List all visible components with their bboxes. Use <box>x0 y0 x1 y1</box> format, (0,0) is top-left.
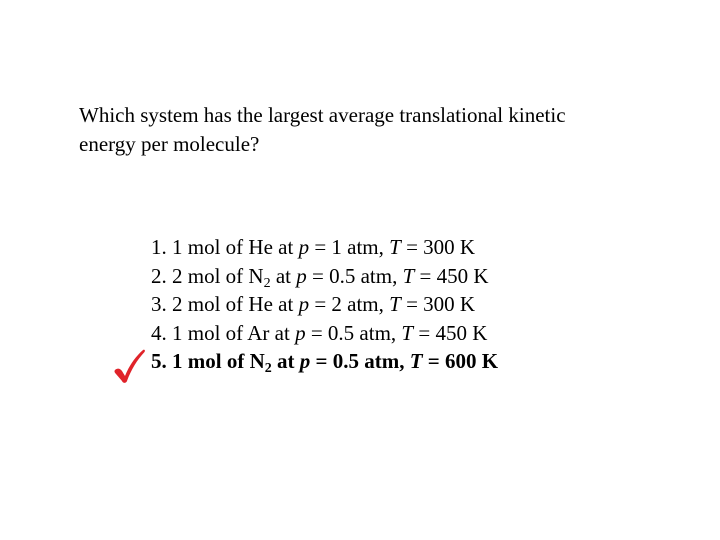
temperature-symbol: T <box>389 292 401 316</box>
option-number: 4. <box>151 320 167 345</box>
option-number: 3. <box>151 292 167 316</box>
subscript: 2 <box>264 361 272 376</box>
temperature-symbol: T <box>389 235 401 259</box>
answer-options-list <box>151 233 498 376</box>
checkmark-icon <box>112 348 146 384</box>
option-number: 2. <box>151 263 167 288</box>
option-1 <box>151 233 498 262</box>
pressure-symbol: p <box>298 292 310 316</box>
question-line-2: energy per molecule? <box>79 132 260 156</box>
option-5-correct <box>151 347 498 376</box>
pressure-value: = 2 atm, <box>309 292 390 316</box>
temperature-value: = 300 K <box>400 292 476 316</box>
pressure-symbol: p <box>298 235 310 259</box>
temperature-symbol: T <box>409 349 423 373</box>
temperature-value: = 450 K <box>413 320 488 345</box>
option-substance: 1 mol of N <box>172 349 265 373</box>
pressure-value: = 0.5 atm, <box>305 320 402 345</box>
pressure-symbol: p <box>299 349 311 373</box>
subscript: 2 <box>263 275 271 291</box>
question-text <box>79 101 679 159</box>
pressure-value: = 1 atm, <box>309 235 390 259</box>
option-substance-rest: at <box>271 349 295 373</box>
pressure-value: = 0.5 atm, <box>306 263 403 288</box>
option-number: 1. <box>151 235 167 259</box>
temperature-value: = 300 K <box>400 235 476 259</box>
temperature-value: = 600 K <box>422 349 499 373</box>
option-number: 5. <box>151 349 167 373</box>
checkmark-stroke <box>114 350 144 383</box>
pressure-value: = 0.5 atm, <box>310 349 410 373</box>
option-3 <box>151 290 498 319</box>
option-4 <box>151 319 498 348</box>
option-substance: 2 mol of He at <box>172 292 294 316</box>
temperature-value: = 450 K <box>414 263 489 288</box>
option-2 <box>151 262 498 291</box>
pressure-symbol: p <box>296 263 307 288</box>
option-substance: 1 mol of Ar at <box>172 320 290 345</box>
option-substance-rest: at <box>270 263 291 288</box>
pressure-symbol: p <box>295 320 306 345</box>
option-substance: 1 mol of He at <box>172 235 294 259</box>
temperature-symbol: T <box>402 263 415 288</box>
option-substance: 2 mol of N <box>172 263 264 288</box>
question-line-1: Which system has the largest average translational kinetic <box>79 103 566 127</box>
temperature-symbol: T <box>401 320 414 345</box>
